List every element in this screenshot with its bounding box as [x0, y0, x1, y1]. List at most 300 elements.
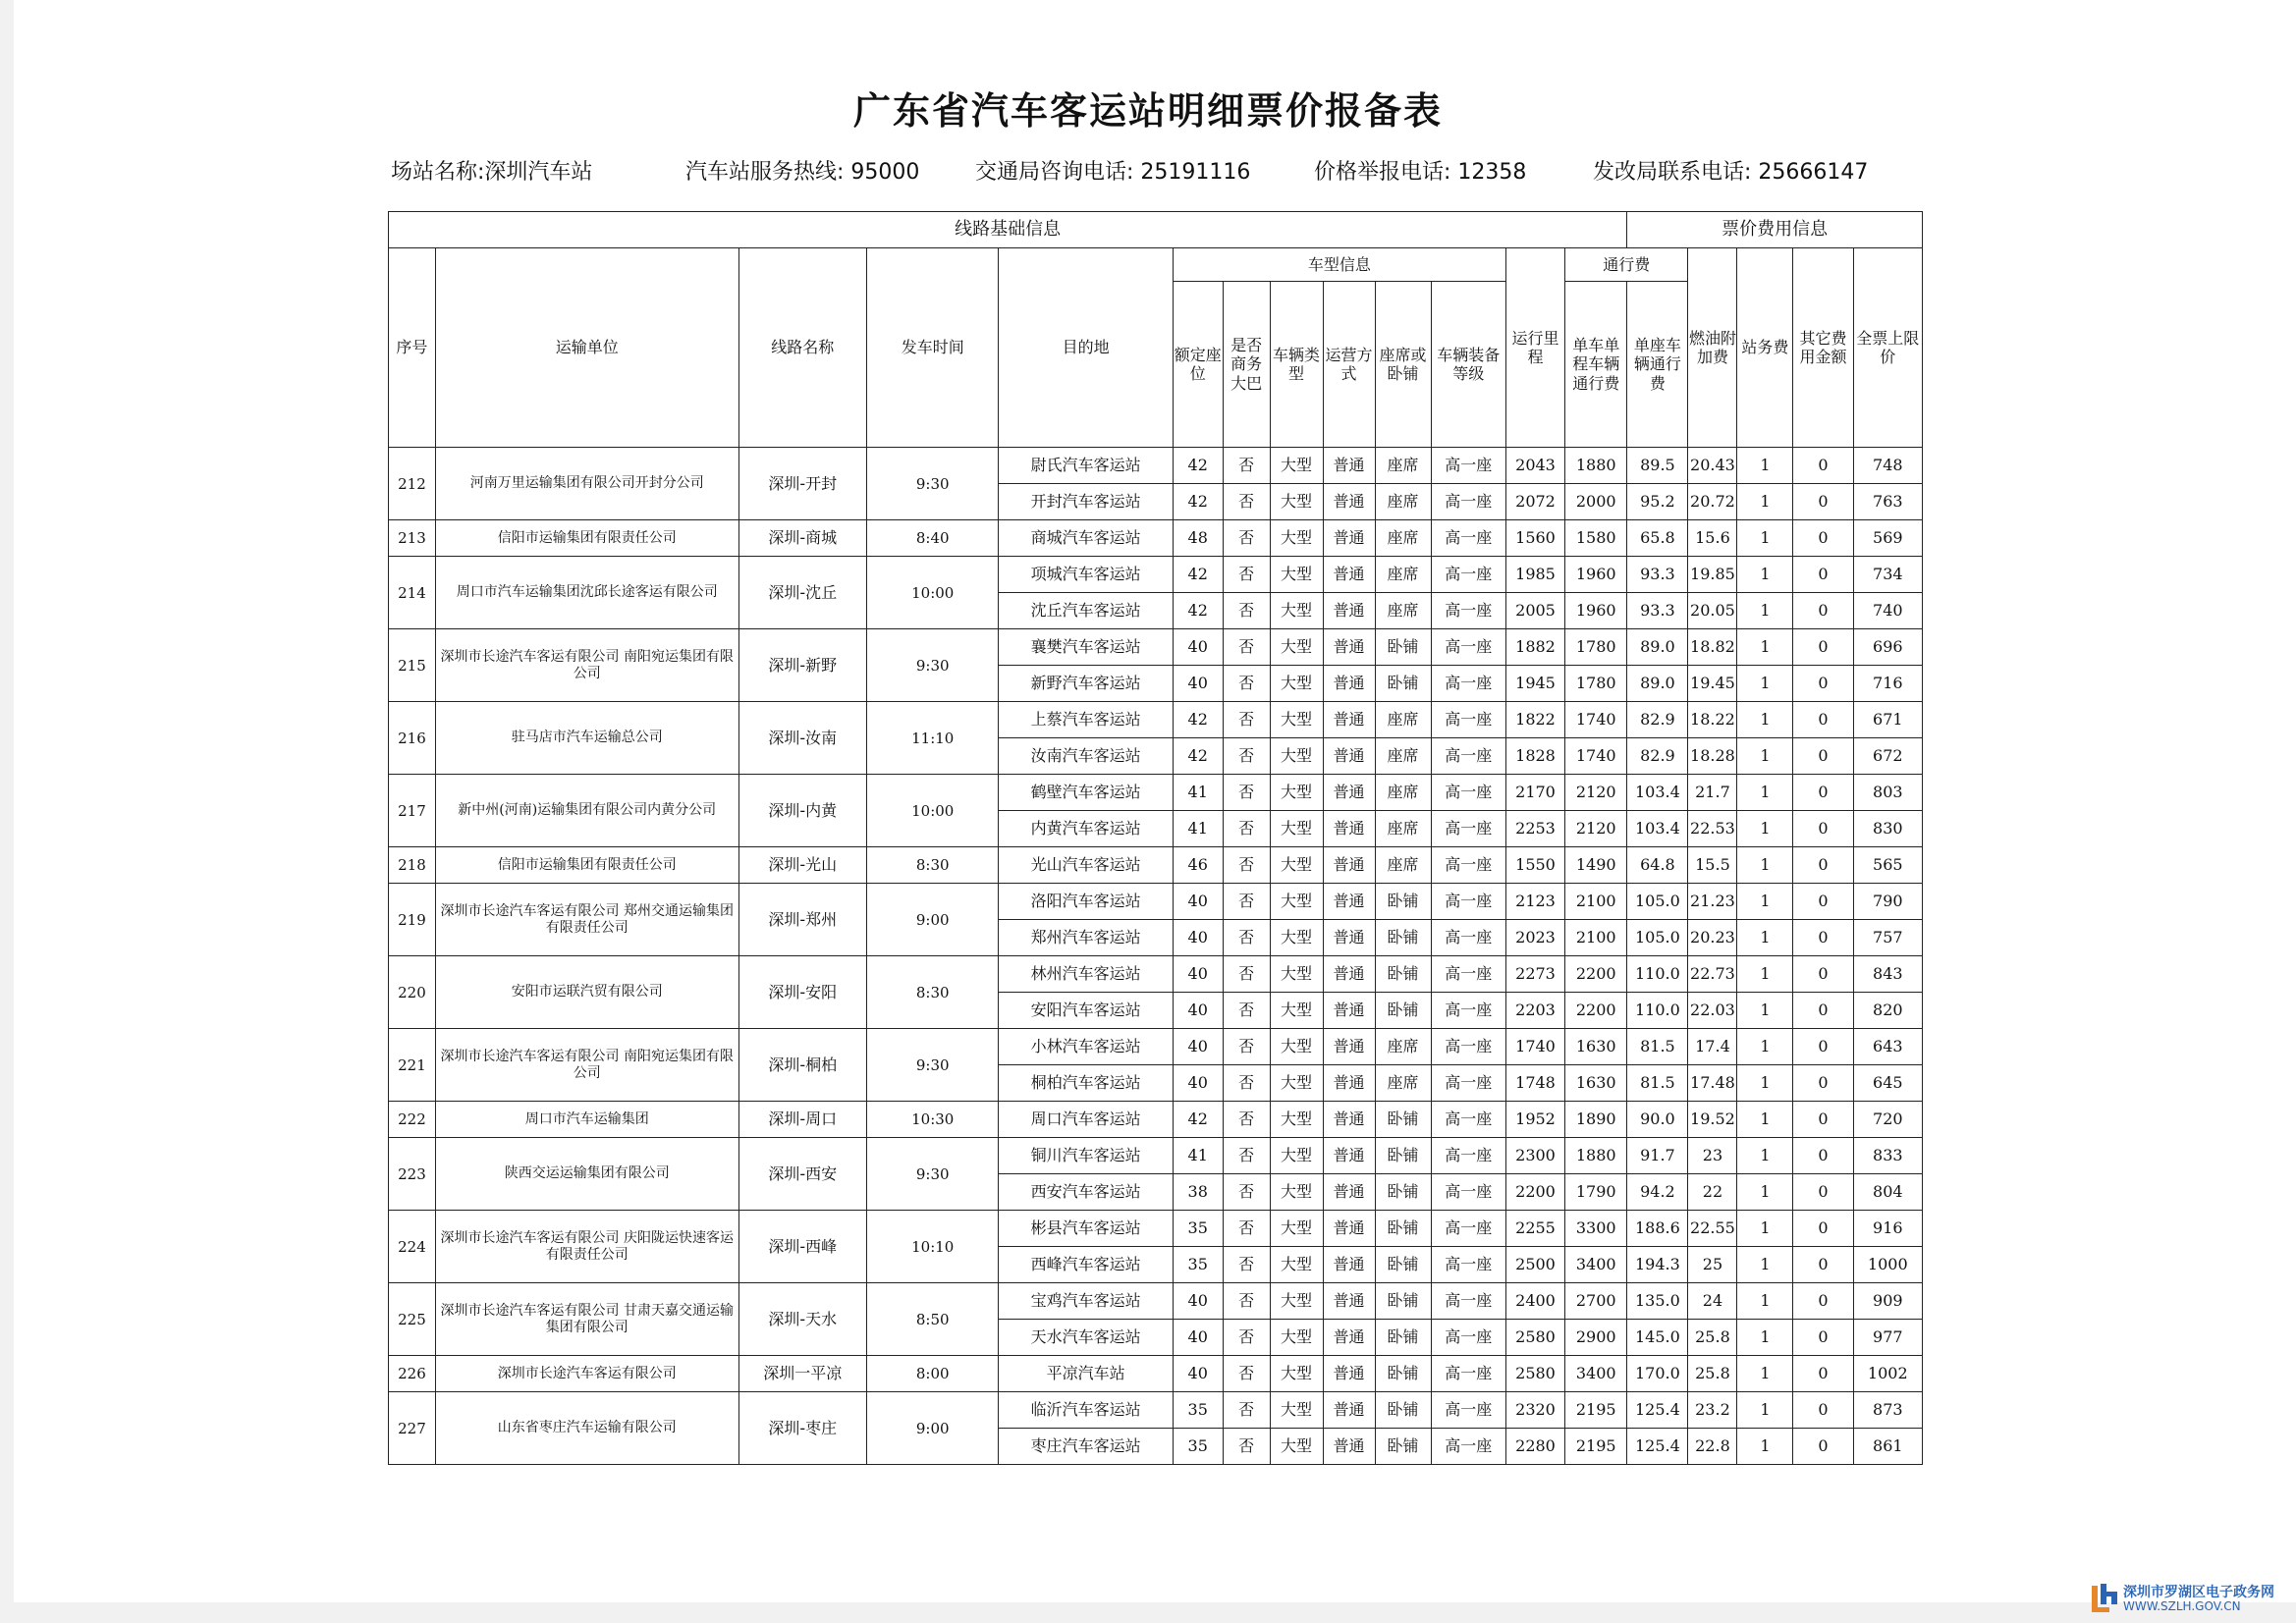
cell-other: 0	[1793, 448, 1853, 484]
cell-seats: 40	[1173, 1029, 1223, 1065]
col-company: 运输单位	[435, 248, 738, 448]
cell-fuel: 21.7	[1688, 775, 1737, 811]
cell-other: 0	[1793, 738, 1853, 775]
cell-other: 0	[1793, 811, 1853, 847]
table-row	[389, 1392, 1923, 1429]
cell-destination: 开封汽车客运站	[999, 484, 1173, 520]
cell-seat: 座席	[1375, 448, 1431, 484]
cell-sfee: 1	[1737, 557, 1793, 593]
cell-fuel: 20.23	[1688, 920, 1737, 956]
table-row	[389, 956, 1923, 993]
cell-grade: 高一座	[1431, 629, 1505, 666]
table-row	[389, 1211, 1923, 1247]
cell-grade: 高一座	[1431, 775, 1505, 811]
cell-tollv: 1740	[1565, 702, 1627, 738]
table-row	[389, 1356, 1923, 1392]
cell-seats: 40	[1173, 1283, 1223, 1320]
cell-mode: 普通	[1323, 1138, 1375, 1174]
cell-other: 0	[1793, 666, 1853, 702]
cell-seat: 卧铺	[1375, 1283, 1431, 1320]
cell-other: 0	[1793, 1429, 1853, 1465]
cell-other: 0	[1793, 1356, 1853, 1392]
cell-sfee: 1	[1737, 1429, 1793, 1465]
col-vtype: 车辆类型	[1270, 282, 1323, 448]
cell-grade: 高一座	[1431, 1356, 1505, 1392]
cell-seq: 213	[389, 520, 436, 557]
cell-seats: 42	[1173, 557, 1223, 593]
cell-seat: 卧铺	[1375, 666, 1431, 702]
cell-seq: 225	[389, 1283, 436, 1356]
cell-mode: 普通	[1323, 884, 1375, 920]
cell-seats: 40	[1173, 884, 1223, 920]
cell-type: 大型	[1270, 884, 1323, 920]
cell-seat: 卧铺	[1375, 884, 1431, 920]
cell-sfee: 1	[1737, 666, 1793, 702]
cell-seat: 卧铺	[1375, 1429, 1431, 1465]
cell-mode: 普通	[1323, 847, 1375, 884]
cell-sfee: 1	[1737, 1029, 1793, 1065]
cell-tolls: 65.8	[1627, 520, 1688, 557]
cell-mode: 普通	[1323, 1356, 1375, 1392]
cell-route: 深圳-安阳	[738, 956, 866, 1029]
cell-biz: 否	[1223, 1065, 1270, 1102]
cell-seq: 227	[389, 1392, 436, 1465]
cell-biz: 否	[1223, 1102, 1270, 1138]
cell-seat: 座席	[1375, 811, 1431, 847]
col-seats: 额定座位	[1173, 282, 1223, 448]
cell-seat: 卧铺	[1375, 1211, 1431, 1247]
cell-cap: 643	[1853, 1029, 1922, 1065]
cell-biz: 否	[1223, 1029, 1270, 1065]
cell-mode: 普通	[1323, 1029, 1375, 1065]
cell-mile: 1748	[1505, 1065, 1564, 1102]
cell-tollv: 1630	[1565, 1065, 1627, 1102]
cell-tollv: 2200	[1565, 993, 1627, 1029]
cell-sfee: 1	[1737, 1320, 1793, 1356]
cell-fuel: 22.55	[1688, 1211, 1737, 1247]
cell-mode: 普通	[1323, 702, 1375, 738]
cell-type: 大型	[1270, 1138, 1323, 1174]
cell-grade: 高一座	[1431, 884, 1505, 920]
cell-tollv: 1960	[1565, 593, 1627, 629]
cell-mile: 2253	[1505, 811, 1564, 847]
cell-biz: 否	[1223, 557, 1270, 593]
cell-biz: 否	[1223, 1174, 1270, 1211]
cell-grade: 高一座	[1431, 1320, 1505, 1356]
cell-seat: 卧铺	[1375, 1392, 1431, 1429]
cell-tollv: 2100	[1565, 884, 1627, 920]
cell-sfee: 1	[1737, 775, 1793, 811]
cell-cap: 830	[1853, 811, 1922, 847]
cell-company: 深圳市长途汽车客运有限公司 南阳宛运集团有限公司	[435, 1029, 738, 1102]
cell-biz: 否	[1223, 448, 1270, 484]
cell-other: 0	[1793, 1247, 1853, 1283]
cell-fuel: 15.6	[1688, 520, 1737, 557]
cell-seq: 222	[389, 1102, 436, 1138]
cell-tolls: 93.3	[1627, 557, 1688, 593]
cell-seq: 226	[389, 1356, 436, 1392]
cell-mile: 2580	[1505, 1320, 1564, 1356]
cell-mile: 2043	[1505, 448, 1564, 484]
cell-cap: 645	[1853, 1065, 1922, 1102]
cell-tolls: 194.3	[1627, 1247, 1688, 1283]
cell-type: 大型	[1270, 1320, 1323, 1356]
cell-seats: 42	[1173, 1102, 1223, 1138]
cell-mile: 1882	[1505, 629, 1564, 666]
cell-tollv: 3300	[1565, 1211, 1627, 1247]
cell-seat: 卧铺	[1375, 1138, 1431, 1174]
cell-fuel: 15.5	[1688, 847, 1737, 884]
cell-destination: 汝南汽车客运站	[999, 738, 1173, 775]
cell-seats: 40	[1173, 629, 1223, 666]
cell-mile: 1828	[1505, 738, 1564, 775]
table-row	[389, 1029, 1923, 1065]
cell-mile: 1985	[1505, 557, 1564, 593]
cell-mile: 2300	[1505, 1138, 1564, 1174]
cell-seat: 座席	[1375, 847, 1431, 884]
cell-destination: 天水汽车客运站	[999, 1320, 1173, 1356]
table-row	[389, 520, 1923, 557]
cell-cap: 977	[1853, 1320, 1922, 1356]
cell-seat: 座席	[1375, 738, 1431, 775]
cell-biz: 否	[1223, 738, 1270, 775]
cell-cap: 748	[1853, 448, 1922, 484]
cell-seq: 218	[389, 847, 436, 884]
cell-mile: 2072	[1505, 484, 1564, 520]
cell-biz: 否	[1223, 484, 1270, 520]
cell-cap: 671	[1853, 702, 1922, 738]
cell-seq: 221	[389, 1029, 436, 1102]
cell-cap: 734	[1853, 557, 1922, 593]
cell-type: 大型	[1270, 775, 1323, 811]
cell-type: 大型	[1270, 666, 1323, 702]
cell-grade: 高一座	[1431, 1065, 1505, 1102]
cell-fuel: 18.82	[1688, 629, 1737, 666]
cell-mode: 普通	[1323, 1392, 1375, 1429]
cell-tollv: 1790	[1565, 1174, 1627, 1211]
cell-biz: 否	[1223, 811, 1270, 847]
cell-destination: 桐柏汽车客运站	[999, 1065, 1173, 1102]
cell-other: 0	[1793, 557, 1853, 593]
cell-other: 0	[1793, 1211, 1853, 1247]
cell-mile: 2170	[1505, 775, 1564, 811]
cell-fuel: 18.22	[1688, 702, 1737, 738]
cell-grade: 高一座	[1431, 448, 1505, 484]
cell-company: 河南万里运输集团有限公司开封分公司	[435, 448, 738, 520]
cell-route: 深圳-桐柏	[738, 1029, 866, 1102]
station-hotline: 汽车站服务热线: 95000	[685, 160, 920, 185]
cell-sfee: 1	[1737, 448, 1793, 484]
cell-tolls: 90.0	[1627, 1102, 1688, 1138]
cell-other: 0	[1793, 484, 1853, 520]
cell-biz: 否	[1223, 884, 1270, 920]
cell-cap: 790	[1853, 884, 1922, 920]
cell-mode: 普通	[1323, 1429, 1375, 1465]
cell-fuel: 22	[1688, 1174, 1737, 1211]
col-fuel: 燃油附加费	[1688, 248, 1737, 448]
cell-company: 深圳市长途汽车客运有限公司	[435, 1356, 738, 1392]
cell-grade: 高一座	[1431, 920, 1505, 956]
cell-seats: 42	[1173, 738, 1223, 775]
cell-mile: 2580	[1505, 1356, 1564, 1392]
cell-cap: 672	[1853, 738, 1922, 775]
cell-route: 深圳-沈丘	[738, 557, 866, 629]
cell-type: 大型	[1270, 1283, 1323, 1320]
cell-seat: 座席	[1375, 775, 1431, 811]
cell-grade: 高一座	[1431, 1211, 1505, 1247]
col-other: 其它费用金额	[1793, 248, 1853, 448]
cell-mode: 普通	[1323, 920, 1375, 956]
cell-type: 大型	[1270, 1102, 1323, 1138]
cell-grade: 高一座	[1431, 484, 1505, 520]
group-fare-info: 票价费用信息	[1627, 212, 1923, 248]
cell-biz: 否	[1223, 666, 1270, 702]
cell-tolls: 82.9	[1627, 738, 1688, 775]
cell-destination: 尉氏汽车客运站	[999, 448, 1173, 484]
site-logo	[2090, 1582, 2286, 1615]
cell-tolls: 89.5	[1627, 448, 1688, 484]
col-toll-vehicle: 单车单程车辆通行费	[1565, 282, 1627, 448]
cell-tolls: 170.0	[1627, 1356, 1688, 1392]
cell-mile: 2203	[1505, 993, 1564, 1029]
table-row	[389, 448, 1923, 484]
cell-mode: 普通	[1323, 629, 1375, 666]
cell-seq: 224	[389, 1211, 436, 1283]
cell-company: 安阳市运联汽贸有限公司	[435, 956, 738, 1029]
cell-sfee: 1	[1737, 920, 1793, 956]
cell-destination: 临沂汽车客运站	[999, 1392, 1173, 1429]
cell-other: 0	[1793, 884, 1853, 920]
cell-seat: 座席	[1375, 557, 1431, 593]
cell-fuel: 19.85	[1688, 557, 1737, 593]
col-mode: 运营方式	[1323, 282, 1375, 448]
cell-mode: 普通	[1323, 484, 1375, 520]
cell-destination: 上蔡汽车客运站	[999, 702, 1173, 738]
cell-cap: 757	[1853, 920, 1922, 956]
cell-seat: 卧铺	[1375, 1247, 1431, 1283]
cell-fuel: 25.8	[1688, 1320, 1737, 1356]
cell-fuel: 21.23	[1688, 884, 1737, 920]
cell-tollv: 1490	[1565, 847, 1627, 884]
logo-text: 深圳市罗湖区电子政务网	[2123, 1585, 2274, 1600]
cell-fuel: 17.4	[1688, 1029, 1737, 1065]
cell-cap: 861	[1853, 1429, 1922, 1465]
cell-grade: 高一座	[1431, 738, 1505, 775]
cell-route: 深圳-汝南	[738, 702, 866, 775]
cell-route: 深圳-光山	[738, 847, 866, 884]
cell-sfee: 1	[1737, 1392, 1793, 1429]
cell-route: 深圳一平凉	[738, 1356, 866, 1392]
cell-other: 0	[1793, 702, 1853, 738]
cell-grade: 高一座	[1431, 1138, 1505, 1174]
cell-tollv: 1960	[1565, 557, 1627, 593]
cell-mode: 普通	[1323, 1211, 1375, 1247]
cell-tolls: 110.0	[1627, 993, 1688, 1029]
cell-route: 深圳-西峰	[738, 1211, 866, 1283]
cell-destination: 郑州汽车客运站	[999, 920, 1173, 956]
cell-tolls: 95.2	[1627, 484, 1688, 520]
cell-seat: 座席	[1375, 484, 1431, 520]
cell-tollv: 3400	[1565, 1247, 1627, 1283]
cell-tolls: 91.7	[1627, 1138, 1688, 1174]
cell-fuel: 22.03	[1688, 993, 1737, 1029]
cell-type: 大型	[1270, 956, 1323, 993]
cell-seats: 48	[1173, 520, 1223, 557]
cell-biz: 否	[1223, 702, 1270, 738]
cell-sfee: 1	[1737, 956, 1793, 993]
cell-mode: 普通	[1323, 956, 1375, 993]
cell-company: 山东省枣庄汽车运输有限公司	[435, 1392, 738, 1465]
cell-seats: 35	[1173, 1247, 1223, 1283]
cell-seats: 40	[1173, 1065, 1223, 1102]
cell-fuel: 23	[1688, 1138, 1737, 1174]
cell-type: 大型	[1270, 702, 1323, 738]
cell-type: 大型	[1270, 448, 1323, 484]
cell-biz: 否	[1223, 1211, 1270, 1247]
cell-type: 大型	[1270, 520, 1323, 557]
cell-seat: 卧铺	[1375, 993, 1431, 1029]
cell-departure: 8:30	[866, 847, 998, 884]
cell-seats: 40	[1173, 1356, 1223, 1392]
cell-sfee: 1	[1737, 884, 1793, 920]
cell-biz: 否	[1223, 993, 1270, 1029]
cell-seat: 座席	[1375, 520, 1431, 557]
cell-biz: 否	[1223, 847, 1270, 884]
cell-biz: 否	[1223, 593, 1270, 629]
cell-mode: 普通	[1323, 520, 1375, 557]
cell-mile: 2500	[1505, 1247, 1564, 1283]
cell-sfee: 1	[1737, 993, 1793, 1029]
cell-mode: 普通	[1323, 1320, 1375, 1356]
cell-mode: 普通	[1323, 1174, 1375, 1211]
cell-type: 大型	[1270, 1356, 1323, 1392]
cell-tolls: 103.4	[1627, 775, 1688, 811]
cell-tolls: 89.0	[1627, 629, 1688, 666]
table-row	[389, 1138, 1923, 1174]
cell-company: 信阳市运输集团有限责任公司	[435, 847, 738, 884]
cell-departure: 8:40	[866, 520, 998, 557]
cell-sfee: 1	[1737, 1174, 1793, 1211]
cell-cap: 873	[1853, 1392, 1922, 1429]
col-toll-group: 通行费	[1565, 248, 1688, 282]
cell-type: 大型	[1270, 557, 1323, 593]
cell-fuel: 19.52	[1688, 1102, 1737, 1138]
cell-departure: 10:00	[866, 775, 998, 847]
cell-destination: 西安汽车客运站	[999, 1174, 1173, 1211]
cell-departure: 9:00	[866, 884, 998, 956]
cell-sfee: 1	[1737, 484, 1793, 520]
cell-grade: 高一座	[1431, 1283, 1505, 1320]
cell-sfee: 1	[1737, 847, 1793, 884]
cell-cap: 916	[1853, 1211, 1922, 1247]
cell-cap: 803	[1853, 775, 1922, 811]
cell-route: 深圳-新野	[738, 629, 866, 702]
cell-mode: 普通	[1323, 1283, 1375, 1320]
cell-fuel: 17.48	[1688, 1065, 1737, 1102]
cell-seq: 212	[389, 448, 436, 520]
cell-departure: 10:30	[866, 1102, 998, 1138]
cell-mode: 普通	[1323, 1247, 1375, 1283]
cell-destination: 光山汽车客运站	[999, 847, 1173, 884]
cell-biz: 否	[1223, 520, 1270, 557]
scan-edge-left	[0, 0, 14, 1623]
cell-other: 0	[1793, 593, 1853, 629]
cell-seats: 38	[1173, 1174, 1223, 1211]
station-name: 场站名称:深圳汽车站	[391, 160, 593, 185]
cell-sfee: 1	[1737, 1211, 1793, 1247]
cell-company: 驻马店市汽车运输总公司	[435, 702, 738, 775]
cell-sfee: 1	[1737, 629, 1793, 666]
cell-tollv: 1580	[1565, 520, 1627, 557]
cell-mode: 普通	[1323, 448, 1375, 484]
cell-mode: 普通	[1323, 738, 1375, 775]
cell-mile: 1560	[1505, 520, 1564, 557]
cell-tollv: 1780	[1565, 666, 1627, 702]
cell-company: 周口市汽车运输集团沈邱长途客运有限公司	[435, 557, 738, 629]
cell-mode: 普通	[1323, 775, 1375, 811]
cell-mode: 普通	[1323, 1102, 1375, 1138]
cell-cap: 716	[1853, 666, 1922, 702]
cell-grade: 高一座	[1431, 702, 1505, 738]
cell-other: 0	[1793, 629, 1853, 666]
cell-grade: 高一座	[1431, 1102, 1505, 1138]
cell-grade: 高一座	[1431, 557, 1505, 593]
logo-url: WWW.SZLH.GOV.CN	[2123, 1599, 2241, 1613]
cell-seat: 卧铺	[1375, 1102, 1431, 1138]
scan-edge-bottom	[0, 1602, 2296, 1623]
cell-type: 大型	[1270, 920, 1323, 956]
cell-departure: 9:30	[866, 629, 998, 702]
cell-mile: 2123	[1505, 884, 1564, 920]
cell-seats: 40	[1173, 666, 1223, 702]
cell-sfee: 1	[1737, 1138, 1793, 1174]
cell-tollv: 1880	[1565, 448, 1627, 484]
cell-cap: 1002	[1853, 1356, 1922, 1392]
cell-departure: 8:50	[866, 1283, 998, 1356]
cell-mile: 2200	[1505, 1174, 1564, 1211]
cell-sfee: 1	[1737, 1356, 1793, 1392]
cell-mile: 2400	[1505, 1283, 1564, 1320]
cell-seq: 216	[389, 702, 436, 775]
cell-seats: 46	[1173, 847, 1223, 884]
cell-destination: 彬县汽车客运站	[999, 1211, 1173, 1247]
cell-fuel: 22.8	[1688, 1429, 1737, 1465]
cell-seats: 40	[1173, 1320, 1223, 1356]
cell-seq: 217	[389, 775, 436, 847]
fare-table-header	[389, 212, 1923, 448]
table-row	[389, 557, 1923, 593]
cell-mile: 1740	[1505, 1029, 1564, 1065]
cell-grade: 高一座	[1431, 847, 1505, 884]
col-departure: 发车时间	[866, 248, 998, 448]
cell-tolls: 89.0	[1627, 666, 1688, 702]
cell-fuel: 20.05	[1688, 593, 1737, 629]
cell-seats: 41	[1173, 1138, 1223, 1174]
cell-mode: 普通	[1323, 993, 1375, 1029]
cell-fuel: 20.43	[1688, 448, 1737, 484]
cell-seats: 42	[1173, 702, 1223, 738]
cell-seats: 40	[1173, 956, 1223, 993]
cell-tolls: 64.8	[1627, 847, 1688, 884]
cell-mile: 2320	[1505, 1392, 1564, 1429]
cell-tollv: 2195	[1565, 1392, 1627, 1429]
cell-cap: 720	[1853, 1102, 1922, 1138]
cell-cap: 565	[1853, 847, 1922, 884]
cell-fuel: 23.2	[1688, 1392, 1737, 1429]
cell-type: 大型	[1270, 1392, 1323, 1429]
page-title: 广东省汽车客运站明细票价报备表	[852, 89, 1443, 133]
col-business: 是否商务大巴	[1223, 282, 1270, 448]
